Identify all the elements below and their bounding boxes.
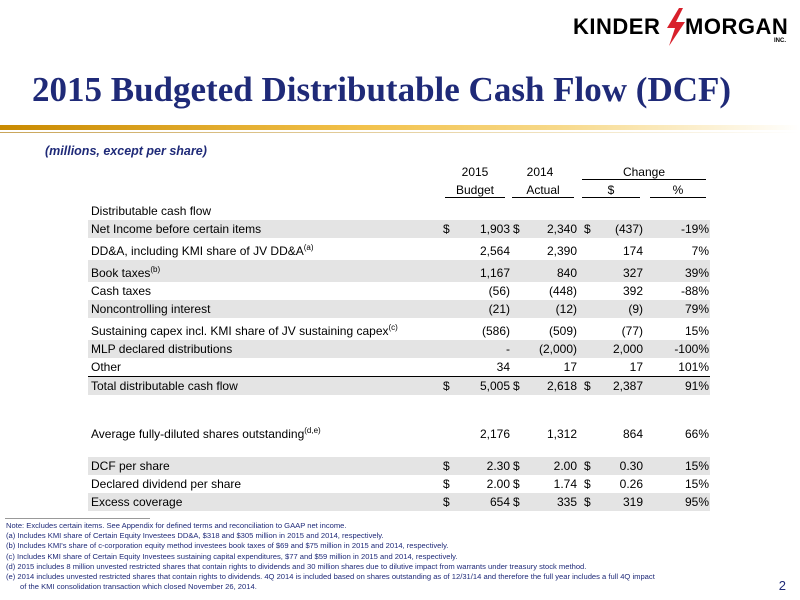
row-label: Cash taxes <box>91 284 152 298</box>
spacer <box>88 395 710 415</box>
units-subtitle: (millions, except per share) <box>45 144 207 158</box>
row-label: Average fully-diluted shares outstanding$^{(d,e)}$ <box>91 426 321 441</box>
footnote-rule <box>5 518 150 519</box>
footnotes <box>6 521 776 592</box>
value-change: 17 <box>629 360 643 374</box>
value-change-pct: 79% <box>684 302 709 316</box>
currency-2015: $ <box>443 222 450 236</box>
table-row-total <box>88 376 710 395</box>
value-2014: 17 <box>563 360 577 374</box>
row-label: Noncontrolling interest <box>91 302 211 316</box>
value-change: 2,387 <box>612 379 643 393</box>
table-row <box>88 238 710 260</box>
footnote-main: Note: Excludes certain items. See Appendix for defined terms and reconciliation to GAAP net income. <box>6 521 347 530</box>
row-label: Sustaining capex incl. KMI share of JV sustaining capex$^{(c)}$ <box>91 323 398 338</box>
title-rule-gold <box>0 125 800 130</box>
value-change: 319 <box>622 495 643 509</box>
value-change-pct: 95% <box>684 495 709 509</box>
value-2014: 2.00 <box>553 459 577 473</box>
value-change-pct: 7% <box>691 244 709 258</box>
footnote-e: (e) 2014 includes unvested restricted shares that contain rights to dividends. 4Q 2014 is included based on shares outstanding as of 12/31/14 and therefore the full year includes a full 4Q impact <box>6 572 655 582</box>
value-2014: (509) <box>548 324 577 338</box>
spacer <box>88 443 710 457</box>
value-2014: (2,000) <box>538 342 577 356</box>
col-2015-year: 2015 <box>461 165 489 179</box>
currency-2015: $ <box>443 379 450 393</box>
row-label: Declared dividend per share <box>91 477 242 491</box>
table-row <box>88 260 710 282</box>
page-number: 2 <box>778 578 786 593</box>
section-label-row <box>88 202 710 220</box>
value-2015: 1,167 <box>479 266 510 280</box>
value-2014: 840 <box>556 266 577 280</box>
col-2014-actual: Actual <box>512 183 574 198</box>
logo-inc: INC. <box>774 38 786 44</box>
dcf-table <box>88 202 710 511</box>
table-row <box>88 300 710 318</box>
table-row <box>88 415 710 443</box>
value-change-pct: 15% <box>684 477 709 491</box>
value-2014: 1.74 <box>553 477 577 491</box>
value-change-pct: -88% <box>680 284 709 298</box>
value-change-pct: -100% <box>674 342 709 356</box>
currency-2014: $ <box>513 477 520 491</box>
col-change-dollar: $ <box>582 183 640 198</box>
value-2015: 654 <box>489 495 510 509</box>
value-change-pct: -19% <box>680 222 709 236</box>
value-2015: (586) <box>481 324 510 338</box>
table-row <box>88 220 710 238</box>
footnote-c: (c) Includes KMI share of Certain Equity Investees sustaining capital expenditures, $77 and $59 million in 2015 and 2014, respectively. <box>6 551 458 561</box>
col-2014-year: 2014 <box>526 165 554 179</box>
value-change-pct: 15% <box>684 324 709 338</box>
value-change: 864 <box>622 427 643 441</box>
value-change: (437) <box>614 222 643 236</box>
section-label: Distributable cash flow <box>91 204 212 218</box>
value-2015: 34 <box>496 360 510 374</box>
row-label: Net Income before certain items <box>91 222 262 236</box>
currency-2014: $ <box>513 379 520 393</box>
currency-change: $ <box>584 459 591 473</box>
value-change-pct: 39% <box>684 266 709 280</box>
footnote-d: (d) 2015 includes 8 million unvested restricted shares that contain rights to dividends and 30 million shares due to dilutive impact from warrants under treasury stock method. <box>6 561 587 571</box>
table-row <box>88 475 710 493</box>
table-row <box>88 318 710 340</box>
value-change: 327 <box>622 266 643 280</box>
value-2014: 2,340 <box>546 222 577 236</box>
footnote-b: (b) Includes KMI's share of c-corporation equity method investees book taxes of $69 and $75 million in 2015 and 2014, respectively. <box>6 541 449 551</box>
value-2015: 2.00 <box>486 477 510 491</box>
value-2015: 2,176 <box>479 427 510 441</box>
value-2014: (12) <box>555 302 577 316</box>
row-label: DCF per share <box>91 459 170 473</box>
value-change: 0.30 <box>619 459 643 473</box>
currency-2014: $ <box>513 459 520 473</box>
col-change-header: Change <box>582 165 706 180</box>
currency-2014: $ <box>513 495 520 509</box>
value-change: (9) <box>628 302 643 316</box>
value-change: 174 <box>622 244 643 258</box>
currency-2015: $ <box>443 459 450 473</box>
value-2015: (56) <box>488 284 510 298</box>
value-2015: 1,903 <box>479 222 510 236</box>
footnote-e-continued: of the KMI consolidation transaction which closed November 26, 2014. <box>20 582 257 592</box>
table-row <box>88 340 710 358</box>
value-change: 392 <box>622 284 643 298</box>
value-change-pct: 101% <box>678 360 709 374</box>
value-2015: 2,564 <box>479 244 510 258</box>
table-row <box>88 493 710 511</box>
row-label: Excess coverage <box>91 495 183 509</box>
currency-change: $ <box>584 477 591 491</box>
page-title: 2015 Budgeted Distributable Cash Flow (DCF) <box>32 70 732 109</box>
col-change-pct: % <box>650 183 706 198</box>
row-label: Book taxes$^{(b)}$ <box>91 265 161 280</box>
currency-change: $ <box>584 379 591 393</box>
value-2015: 2.30 <box>486 459 510 473</box>
value-2015: 5,005 <box>479 379 510 393</box>
footnote-a: (a) Includes KMI share of Certain Equity Investees DD&A, $318 and $305 million in 2015 and 2014, respectively. <box>6 531 384 541</box>
value-change: 0.26 <box>619 477 643 491</box>
table-row <box>88 282 710 300</box>
value-change-pct: 15% <box>684 459 709 473</box>
value-change-pct: 66% <box>684 427 709 441</box>
col-2015-budget: Budget <box>445 183 505 198</box>
kinder-morgan-logo <box>573 14 788 44</box>
currency-2015: $ <box>443 495 450 509</box>
title-rule-thin <box>0 132 800 133</box>
value-2015: - <box>506 342 510 356</box>
table-row <box>88 358 710 376</box>
currency-2015: $ <box>443 477 450 491</box>
table-row <box>88 457 710 475</box>
currency-2014: $ <box>513 222 520 236</box>
value-2014: (448) <box>548 284 577 298</box>
row-label: MLP declared distributions <box>91 342 233 356</box>
value-change: (77) <box>621 324 643 338</box>
logo-word-kinder: KINDER <box>573 14 661 39</box>
row-label: Total distributable cash flow <box>91 379 238 393</box>
row-label: DD&A, including KMI share of JV $DD\&A^{(a)}$ <box>91 243 314 258</box>
row-label: Other <box>91 360 122 374</box>
currency-change: $ <box>584 495 591 509</box>
value-2014: 2,390 <box>546 244 577 258</box>
currency-change: $ <box>584 222 591 236</box>
value-2014: 335 <box>556 495 577 509</box>
value-change: 2,000 <box>612 342 643 356</box>
value-2014: 1,312 <box>546 427 577 441</box>
value-2014: 2,618 <box>546 379 577 393</box>
logo-word-morgan: MORGAN <box>685 14 789 39</box>
value-change-pct: 91% <box>684 379 709 393</box>
value-2015: (21) <box>488 302 510 316</box>
